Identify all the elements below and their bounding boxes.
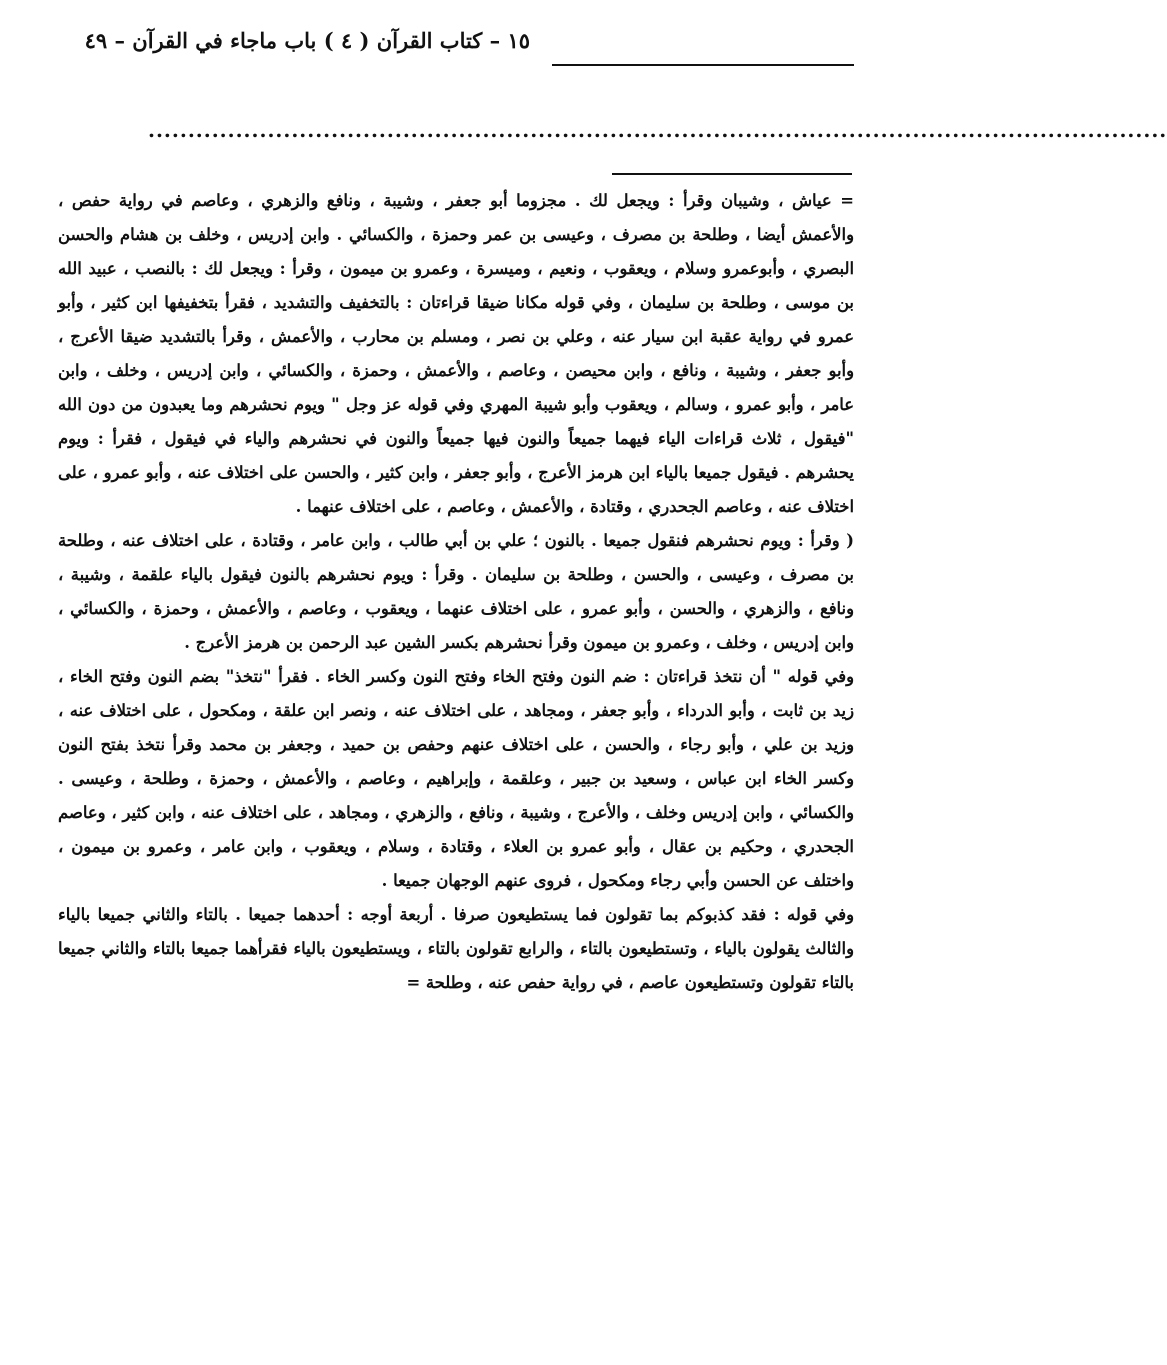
paragraph: = عياش ، وشيبان وقرأ : ويجعل لك . مجزوما أبو جعفر ، وشيبة ، ونافع والزهري ، وعاصم في رواية حفص ، والأعمش أيضا ، وطلحة بن مصرف ، وعيسى بن عمر وحمزة ، والكسائي . وابن إدريس ، وخلف بن هشام والحسن البصري ، وأبوعمرو وسلام ، ويعقوب ، ونعيم ، وميسرة ، وعمرو بن ميمون ، وقرأ : ويجعل لك : بالنصب ، عبيد الله بن موسى ، وطلحة بن سليمان ، وفي قوله مكانا ضيقا قراءتان : بالتخفيف والتشديد ، فقرأ بتخفيفها ابن كثير ، وأبو عمرو في رواية عقبة ابن سيار عنه ، وعلي بن نصر ، ومسلم بن محارب ، والأعمش ، وقرأ بالتشديد ضيقا الأعرج ، وأبو جعفر ، وشيبة ، ونافع ، وابن محيصن ، وعاصم ، والأعمش ، وحمزة ، والكسائي ، وابن إدريس ، وخلف ، وابن عامر ، وأبو عمرو ، وسالم ، ويعقوب وأبو شيبة المهري وفي قوله عز وجل " ويوم نحشرهم وما يعبدون من دون الله "فيقول ، ثلاث قراءات الياء فيهما جميعاً والنون فيها جميعاً والنون في نحشرهم والياء في فيقول ، فقرأ : ويوم يحشرهم . فيقول جميعا بالياء ابن هرمز الأعرج ، وأبو جعفر ، وابن كثير ، والحسن على اختلاف عنه ، وأبو عمرو ، على اختلاف عنه ، وعاصم الجحدري ، وقتادة ، والأعمش ، وعاصم ، على اختلاف عنهما . bbox=[58, 191, 854, 516]
footnote-rule bbox=[612, 173, 852, 175]
running-header: ١٥ – كتاب القرآن ( ٤ ) باب ماجاء في القرآن – ٤٩ bbox=[84, 28, 530, 53]
paragraph: ( وقرأ : ويوم نحشرهم فنقول جميعا . بالنون ؛ علي بن أبي طالب ، وابن عامر ، وقتادة ، على اختلاف عنه ، وطلحة بن مصرف ، وعيسى ، والحسن ، وطلحة بن سليمان . وقرأ : ويوم نحشرهم بالنون فيقول بالياء علقمة ، وشيبة ، ونافع ، والزهري ، والحسن ، وأبو عمرو ، على اختلاف عنهما ، ويعقوب ، وعاصم ، والأعمش ، وحمزة ، والكسائي ، وابن إدريس ، وخلف ، وعمرو بن ميمون وقرأ نحشرهم بكسر الشين عبد الرحمن بن هرمز الأعرج . bbox=[58, 531, 854, 652]
dotted-separator: ................................................................................................................................ bbox=[148, 118, 1167, 142]
footnote-body bbox=[58, 184, 854, 1000]
paragraph: وفي قوله " أن نتخذ قراءتان : ضم النون وفتح الخاء وفتح النون وكسر الخاء . فقرأ "نتخذ" بضم النون وفتح الخاء ، زيد بن ثابت ، وأبو الدرداء ، وأبو جعفر ، ومجاهد ، على اختلاف عنه ، ونصر ابن علقة ، ومكحول ، على اختلاف عنه ، وزيد بن علي ، وأبو رجاء ، والحسن ، على اختلاف عنهم وحفص بن حميد ، وجعفر بن محمد وقرأ نتخذ بفتح النون وكسر الخاء ابن عباس ، وسعيد بن جبير ، وعلقمة ، وإبراهيم ، وعاصم ، والأعمش ، وحمزة ، وطلحة ، وعيسى . والكسائي ، وابن إدريس وخلف ، والأعرج ، وشيبة ، ونافع ، والزهري ، ومجاهد ، على اختلاف عنه ، وابن كثير ، وعاصم الجحدري ، وحكيم بن عقال ، وأبو عمرو بن العلاء ، وقتادة ، وسلام ، ويعقوب ، وابن عامر ، وعمرو بن ميمون ، واختلف عن الحسن وأبي رجاء ومكحول ، فروى عنهم الوجهان جميعا . bbox=[58, 667, 854, 890]
header-rule bbox=[552, 64, 854, 66]
paragraph: وفي قوله : فقد كذبوكم بما تقولون فما يستطيعون صرفا . أربعة أوجه : أحدهما جميعا . بالتاء والثاني جميعا بالياء والثالث يقولون بالياء ، وتستطيعون بالتاء ، والرابع تقولون بالتاء ، ويستطيعون بالياء فقرأهما جميعا بالتاء والثاني جميعا بالتاء تقولون وتستطيعون عاصم ، في رواية حفص عنه ، وطلحة = bbox=[58, 905, 854, 992]
